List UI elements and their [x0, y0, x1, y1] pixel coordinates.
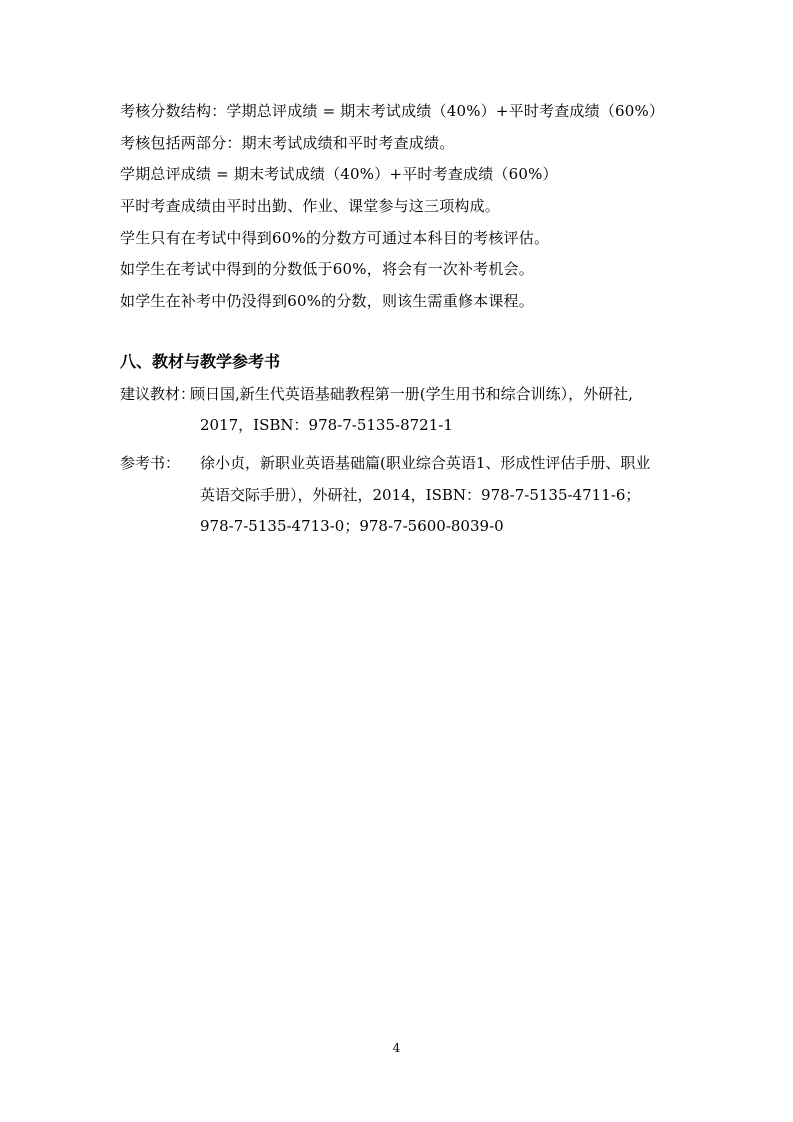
- reference-line-2: 英语交际手册），外研社，2014，ISBN：978-7-5135-4711-6；: [200, 486, 641, 504]
- textbook-line-1: 顾日国,新生代英语基础教程第一册(学生用书和综合训练），外研社,: [190, 385, 633, 403]
- assessment-structure-line: 考核分数结构：学期总评成绩 = 期末考试成绩（40%）+平时考查成绩（60%）: [120, 102, 665, 120]
- textbook-line-2: 2017，ISBN：978-7-5135-8721-1: [200, 416, 453, 434]
- retake-course-line: 如学生在补考中仍没得到60%的分数，则该生需重修本课程。: [120, 292, 534, 310]
- reference-label: 参考书：: [120, 454, 181, 472]
- section-heading-textbooks: 八、教材与教学参考书: [120, 352, 281, 371]
- reference-line-3: 978-7-5135-4713-0；978-7-5600-8039-0: [200, 517, 504, 535]
- page-number: 4: [392, 1041, 401, 1055]
- regular-assessment-line: 平时考查成绩由平时出勤、作业、课堂参与这三项构成。: [120, 197, 501, 215]
- reference-line-1: 徐小贞，新职业英语基础篇(职业综合英语1、形成性评估手册、职业: [200, 454, 651, 472]
- textbook-label: 建议教材：: [120, 385, 196, 403]
- assessment-parts-line: 考核包括两部分：期末考试成绩和平时考查成绩。: [120, 134, 455, 152]
- makeup-exam-line: 如学生在考试中得到的分数低于60%，将会有一次补考机会。: [120, 260, 534, 278]
- total-grade-formula-line: 学期总评成绩 = 期末考试成绩（40%）+平时考查成绩（60%）: [120, 165, 558, 183]
- pass-requirement-line: 学生只有在考试中得到60%的分数方可通过本科目的考核评估。: [120, 229, 550, 247]
